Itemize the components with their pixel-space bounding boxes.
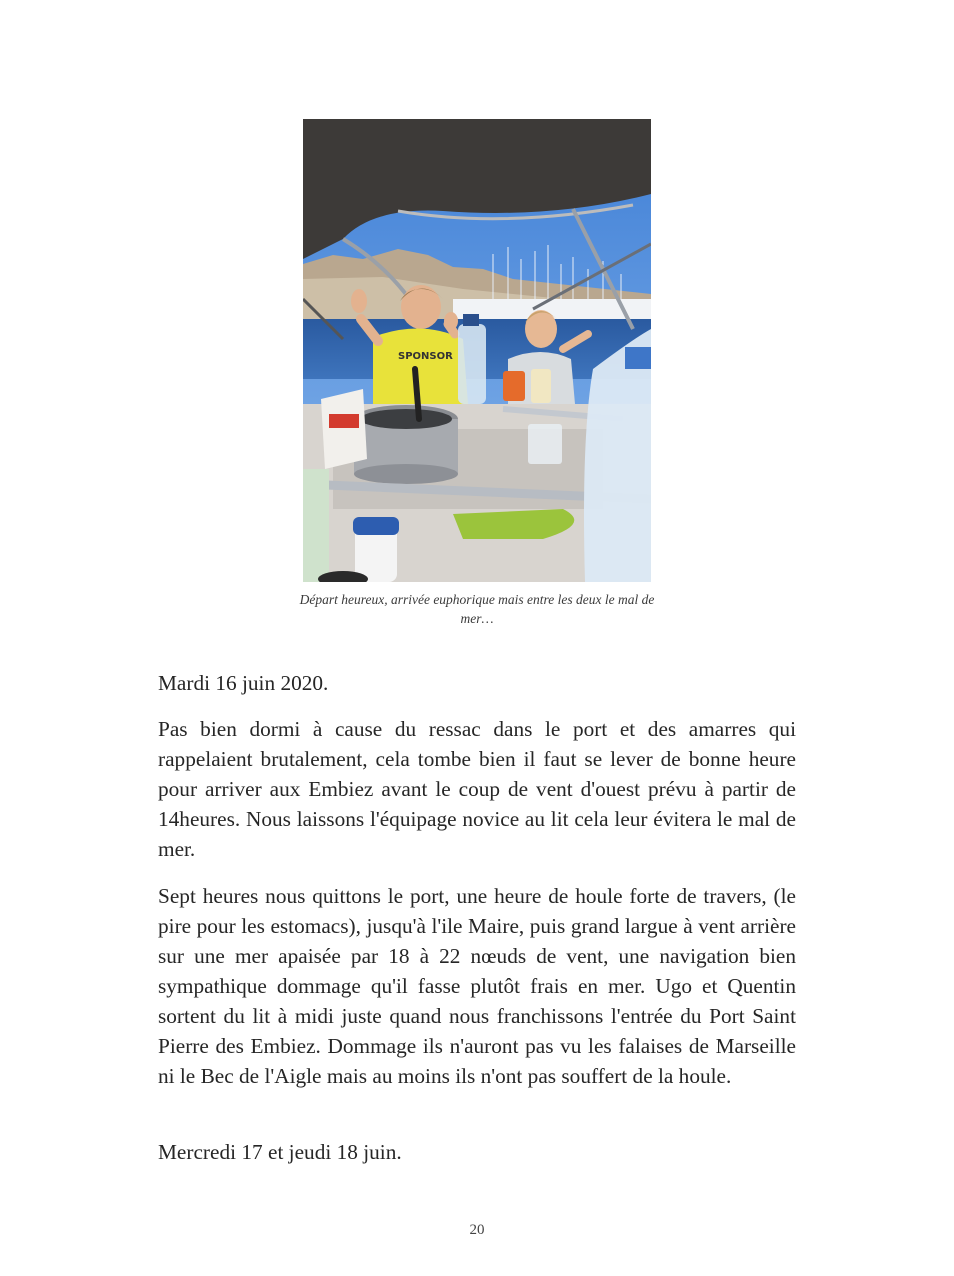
svg-text:SPONSOR: SPONSOR xyxy=(398,351,453,362)
boat-dinner-photo xyxy=(303,119,651,582)
date-heading-1: Mardi 16 juin 2020. xyxy=(158,671,329,695)
page-number: 20 xyxy=(469,1222,485,1238)
date-heading-2: Mercredi 17 et jeudi 18 juin. xyxy=(158,1140,402,1164)
photo-caption: Départ heureux, arrivée euphorique mais entre les deux le mal de mer… xyxy=(299,592,655,626)
paragraph-1: Pas bien dormi à cause du ressac dans le port et des amarres qui rappelaient brutalement, cela tombe bien il faut se lever de bonne heure pour arriver aux Embiez avant le coup de vent d'ouest prévu à partir de 14heures. Nous laissons l'équipage novice au lit cela leur évitera le mal de mer. xyxy=(158,717,796,861)
paragraph-2: Sept heures nous quittons le port, une heure de houle forte de travers, (le pire pour les estomacs), jusqu'à l'ile Maire, puis grand largue à vent arrière sur une mer apaisée par 18 à 22 nœuds de vent, une navigation bien sympathique dommage qu'il fasse plutôt frais en mer. Ugo et Quentin sortent du lit à midi juste quand nous franchissons l'entrée du Port Saint Pierre des Embiez. Dommage ils n'auront pas vu les falaises de Marseille ni le Bec de l'Aigle mais au moins ils n'ont pas souffert de la houle. xyxy=(158,884,796,1088)
